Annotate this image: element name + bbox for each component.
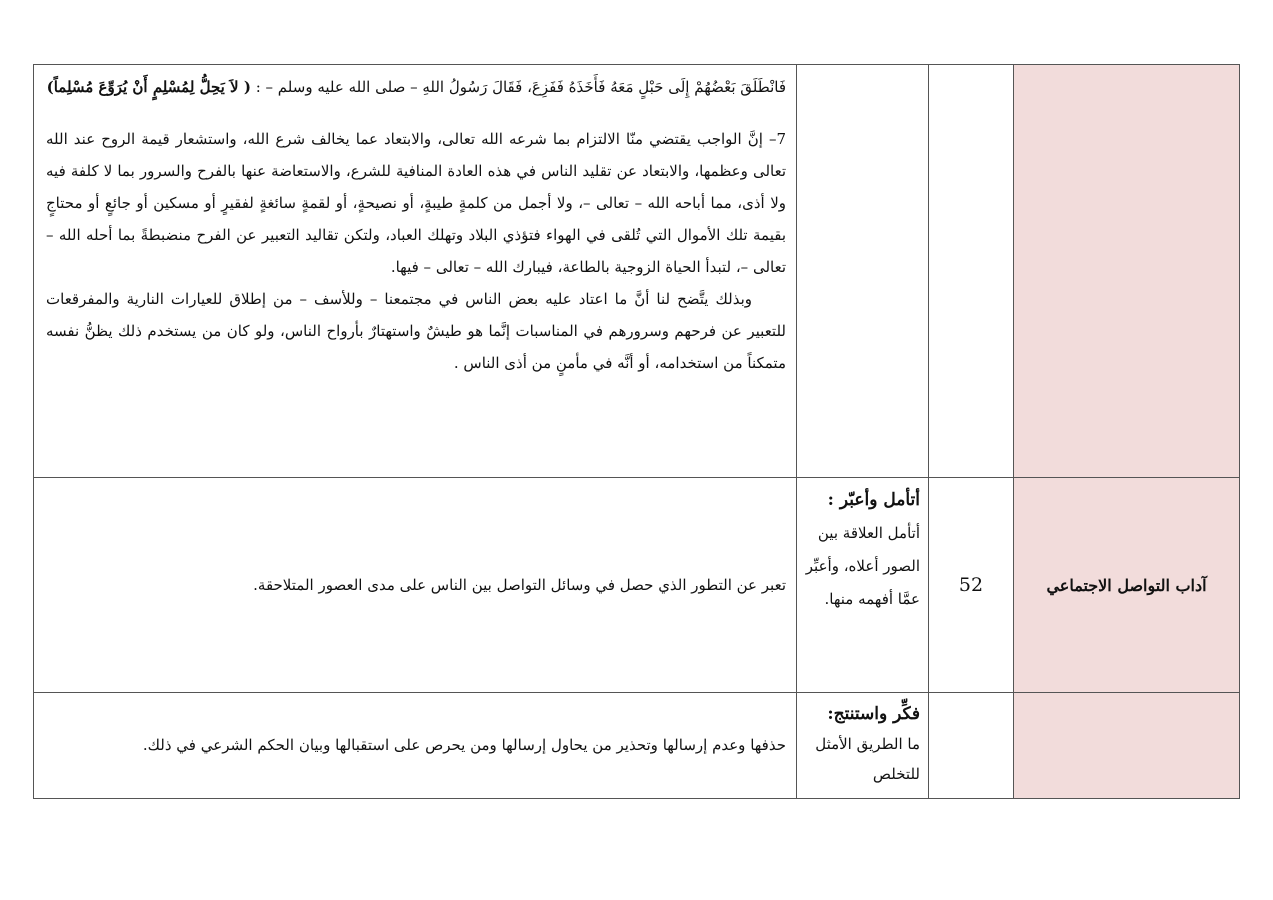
topic-label: آداب التواصل الاجتماعي — [1046, 575, 1207, 595]
hadith-quote: ( لاَ يَحِلُّ لِمُسْلِمٍ أَنْ يُرَوِّعَ مُسْلِماً) — [46, 78, 251, 96]
topic-cell — [1014, 693, 1240, 799]
number-cell — [929, 478, 1014, 693]
activity-title: فكِّر واستنتج: — [827, 704, 920, 724]
conclusion-paragraph: وبذلك يتَّضح لنا أنَّ ما اعتاد عليه بعض الناس في مجتمعنا – وللأسف – من إطلاق للعيارات النارية والمفرقعات للتعبير عن فرحهم وسرورهم في المناسبات إنَّما هو طيشٌ واستهتارٌ بأرواح الناس، ولو كان من يستخدم ذلك يظنُّ نفسه متمكناً من استخدامه، أو أنَّه في مأمنٍ من أذى الناس . — [46, 290, 786, 372]
topic-cell — [1014, 478, 1240, 693]
activity-cell — [797, 478, 929, 693]
content-text: حذفها وعدم إرسالها وتحذير من يحاول إرسالها ومن يحرص على استقبالها وبيان الحكم الشرعي في ذلك. — [142, 736, 786, 754]
activity-title: أتأمل وأعبّر : — [827, 490, 920, 510]
paragraph-7: 7– إنَّ الواجب يقتضي منّا الالتزام بما شرعه الله تعالى، والابتعاد عما يخالف شرع الله، واستشعار قيمة الروح عند الله تعالى وعظمها، والابتعاد عن تقليد الناس في هذه العادة المنافية للشرع، والاستعاضة عنها بالفرح والسرور بما لا كلفة فيه ولا أذى، مما أباحه الله – تعالى –، ولا أجمل من كلمةٍ طيبةٍ، أو نصيحةٍ، أو لقمةٍ سائغةٍ لفقيرٍ أو مسكين أو جائعٍ أو محتاجٍ بقيمة تلك الأموال التي تُلقى في الهواء فتؤذي البلاد وتهلك العباد، ولتكن تقاليد التعبير عن الفرح منضبطةً بما أحله الله – تعالى –، لتبدأ الحياة الزوجية بالطاعة، فيبارك الله – تعالى – فيها. — [46, 130, 786, 276]
activity-body: ما الطريق الأمثل للتخلص — [815, 735, 920, 783]
number-cell — [929, 65, 1014, 478]
content-text: تعبر عن التطور الذي حصل في وسائل التواصل بين الناس على مدى العصور المتلاحقة. — [253, 576, 786, 594]
hadith-narration: فَانْطَلَقَ بَعْضُهُمْ إِلَى حَبْلٍ مَعَهُ فَأَخَذَهُ فَفَزِعَ، فَقَالَ رَسُولُ اللهِ – صلى الله عليه وسلم – : — [255, 78, 786, 96]
table-row — [34, 65, 1240, 478]
content-cell — [34, 65, 797, 478]
table-row — [34, 478, 1240, 693]
topic-cell — [1014, 65, 1240, 478]
lesson-table — [33, 64, 1240, 799]
content-cell — [34, 478, 797, 693]
activity-cell — [797, 693, 929, 799]
table-row — [34, 693, 1240, 799]
content-cell — [34, 693, 797, 799]
activity-cell — [797, 65, 929, 478]
activity-body: أتأمل العلاقة بين الصور أعلاه، وأعبِّر عمَّا أفهمه منها. — [805, 524, 920, 608]
number-cell — [929, 693, 1014, 799]
lesson-number: 52 — [958, 574, 984, 596]
hadith-text — [46, 71, 786, 103]
